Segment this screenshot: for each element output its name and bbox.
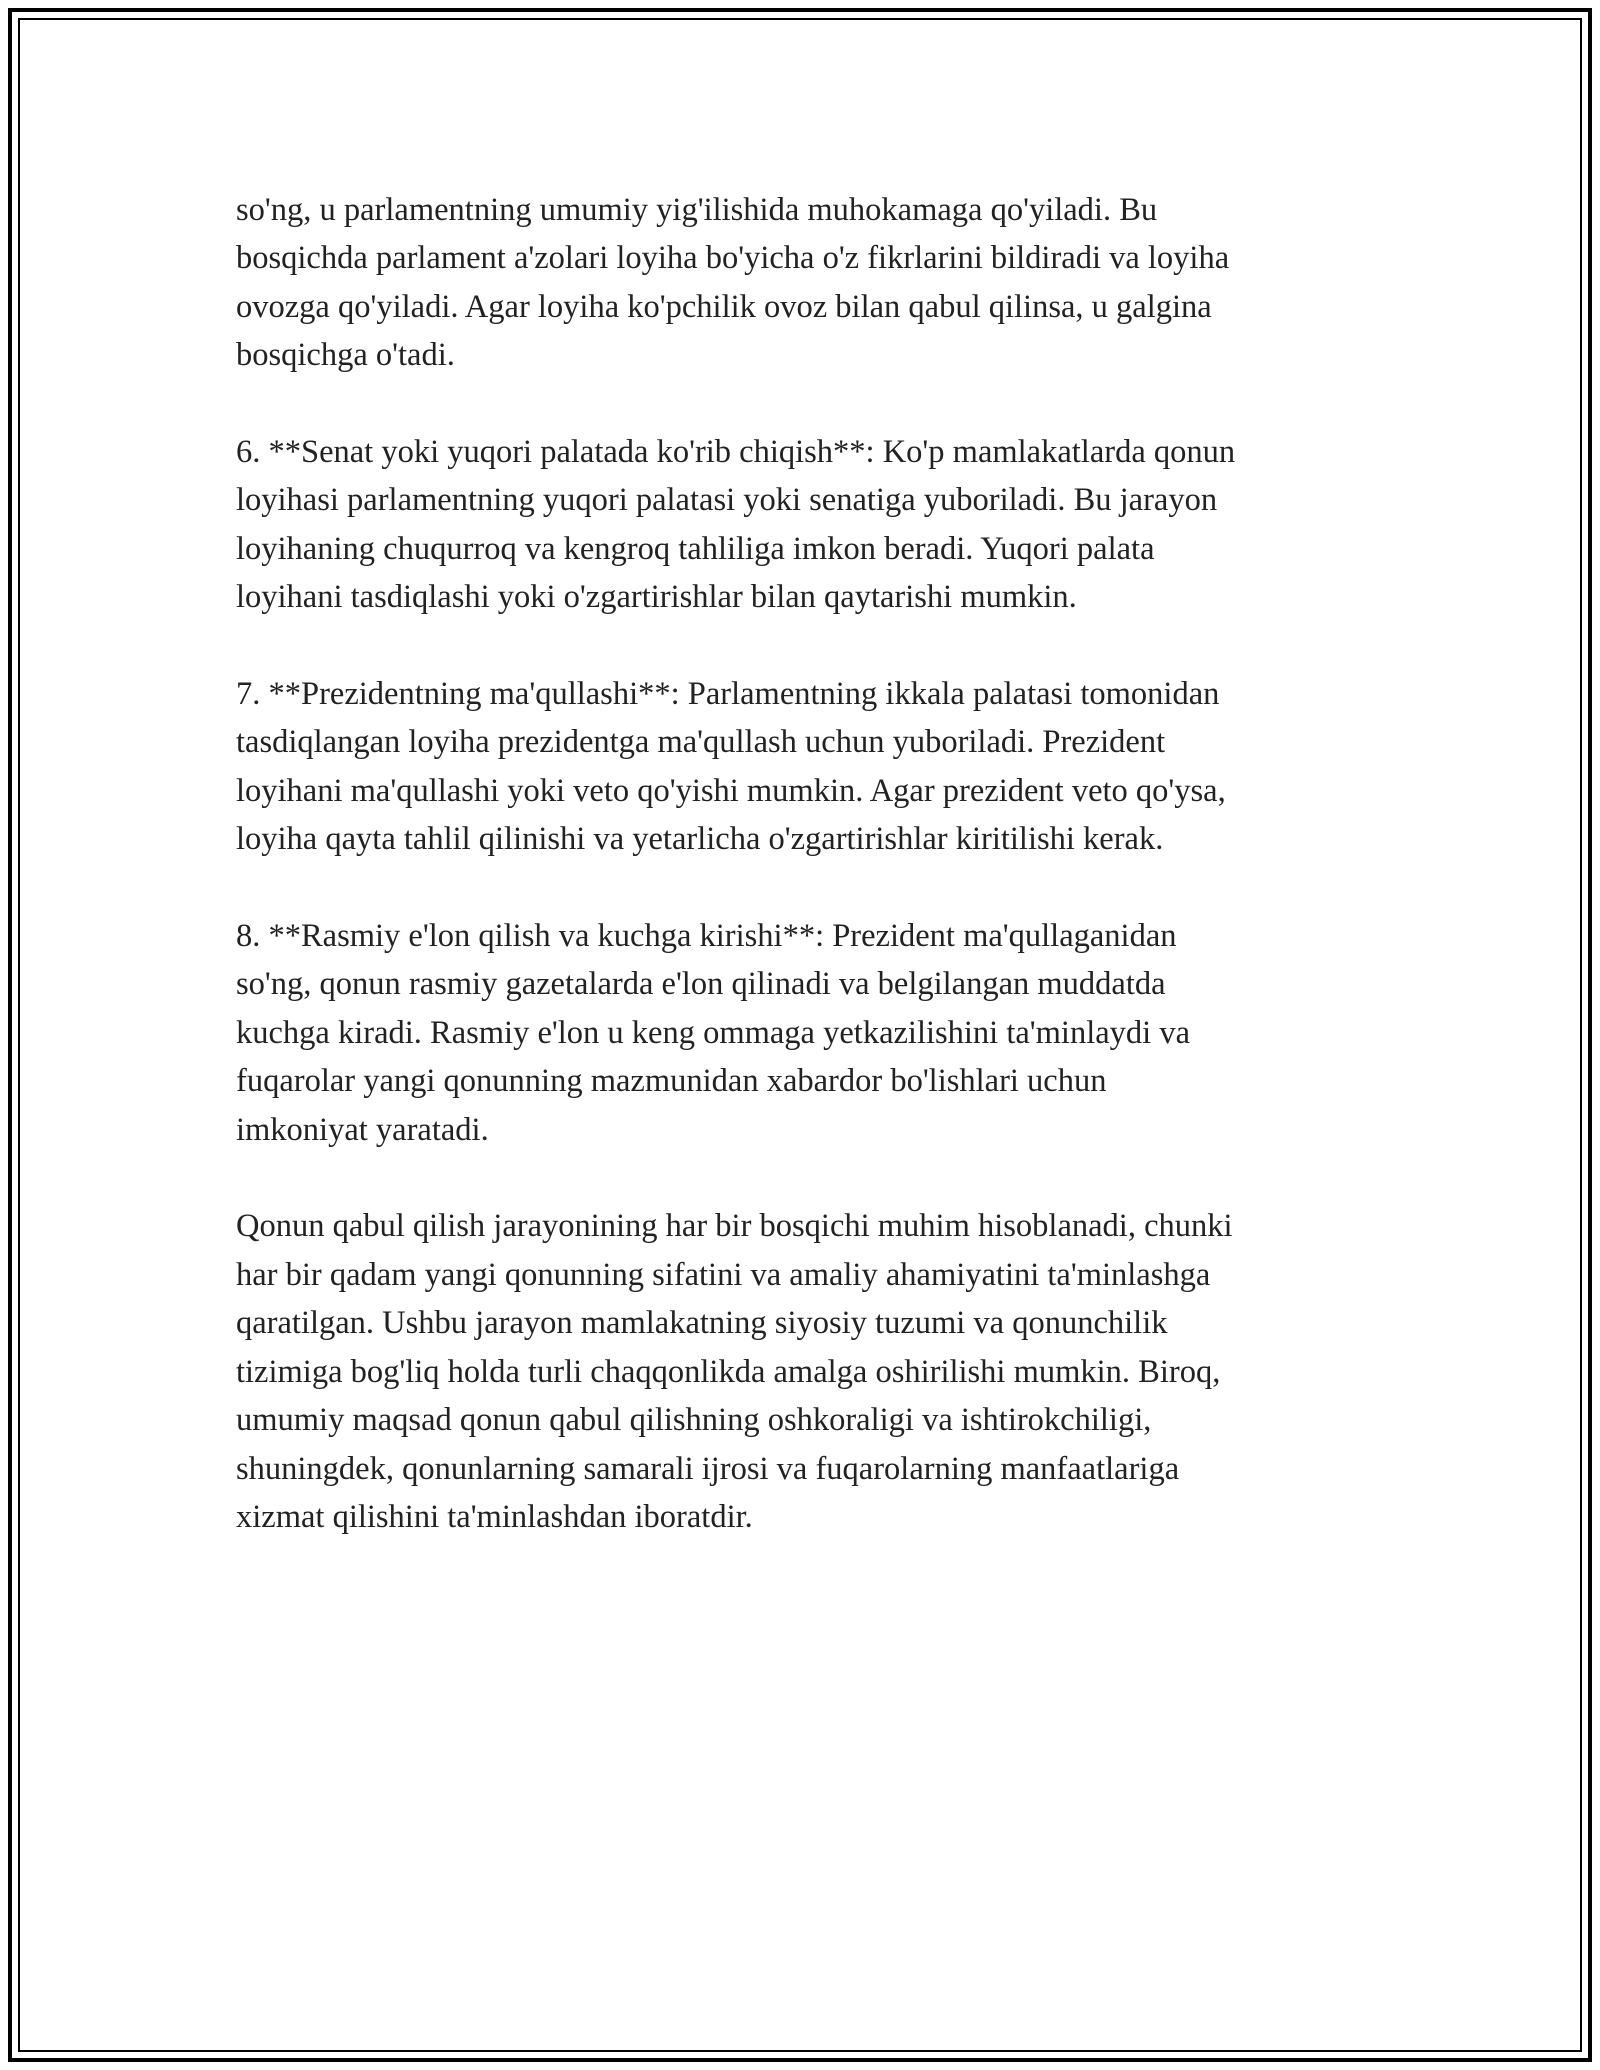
text-line: xizmat qilishini ta'minlashdan iboratdir.	[236, 1498, 753, 1535]
document-body	[236, 186, 1386, 1590]
paragraph-item-8-official-publication	[236, 912, 1386, 1154]
paragraph-item-6-senate-review	[236, 428, 1386, 622]
text-line: loyiha qayta tahlil qilinishi va yetarlicha o'zgartirishlar kiritilishi kerak.	[236, 821, 1164, 858]
text-line: bosqichga o'tadi.	[236, 337, 455, 374]
text-line: so'ng, qonun rasmiy gazetalarda e'lon qilinadi va belgilangan muddatda	[236, 966, 1166, 1003]
text-line: 6. **Senat yoki yuqori palatada ko'rib chiqish**: Ko'p mamlakatlarda qonun	[236, 434, 1236, 471]
text-line: umumiy maqsad qonun qabul qilishning oshkoraligi va ishtirokchiligi,	[236, 1402, 1152, 1439]
text-line: shuningdek, qonunlarning samarali ijrosi va fuqarolarning manfaatlariga	[236, 1450, 1180, 1487]
text-line: 8. **Rasmiy e'lon qilish va kuchga kirishi**: Prezident ma'qullaganidan	[236, 918, 1177, 955]
text-line: har bir qadam yangi qonunning sifatini va amaliy ahamiyatini ta'minlashga	[236, 1256, 1211, 1293]
paragraph-item-7-president-approval	[236, 670, 1386, 864]
text-line: bosqichda parlament a'zolari loyiha bo'yicha o'z fikrlarini bildiradi va loyiha	[236, 240, 1230, 277]
text-line: tizimiga bog'liq holda turli chaqqonlikda amalga oshirilishi mumkin. Biroq,	[236, 1353, 1221, 1390]
text-line: loyihaning chuqurroq va kengroq tahliliga imkon beradi. Yuqori palata	[236, 530, 1155, 567]
text-line: kuchga kiradi. Rasmiy e'lon u keng ommaga yetkazilishini ta'minlaydi va	[236, 1014, 1190, 1051]
text-line: loyihani ma'qullashi yoki veto qo'yishi mumkin. Agar prezident veto qo'ysa,	[236, 772, 1226, 809]
text-line: qaratilgan. Ushbu jarayon mamlakatning siyosiy tuzumi va qonunchilik	[236, 1305, 1168, 1342]
paragraph-conclusion	[236, 1202, 1386, 1541]
text-line: tasdiqlangan loyiha prezidentga ma'qullash uchun yuboriladi. Prezident	[236, 724, 1166, 761]
paragraph-voting	[236, 186, 1386, 380]
text-line: loyihani tasdiqlashi yoki o'zgartirishlar bilan qaytarishi mumkin.	[236, 579, 1077, 616]
text-line: ovozga qo'yiladi. Agar loyiha ko'pchilik ovoz bilan qabul qilinsa, u galgina	[236, 288, 1212, 325]
text-line: 7. **Prezidentning ma'qullashi**: Parlamentning ikkala palatasi tomonidan	[236, 676, 1220, 713]
text-line: imkoniyat yaratadi.	[236, 1111, 489, 1148]
text-line: so'ng, u parlamentning umumiy yig'ilishida muhokamaga qo'yiladi. Bu	[236, 192, 1158, 228]
text-line: fuqarolar yangi qonunning mazmunidan xabardor bo'lishlari uchun	[236, 1063, 1107, 1100]
text-line: loyihasi parlamentning yuqori palatasi yoki senatiga yuboriladi. Bu jarayon	[236, 482, 1218, 519]
text-line: Qonun qabul qilish jarayonining har bir bosqichi muhim hisoblanadi, chunki	[236, 1208, 1233, 1245]
